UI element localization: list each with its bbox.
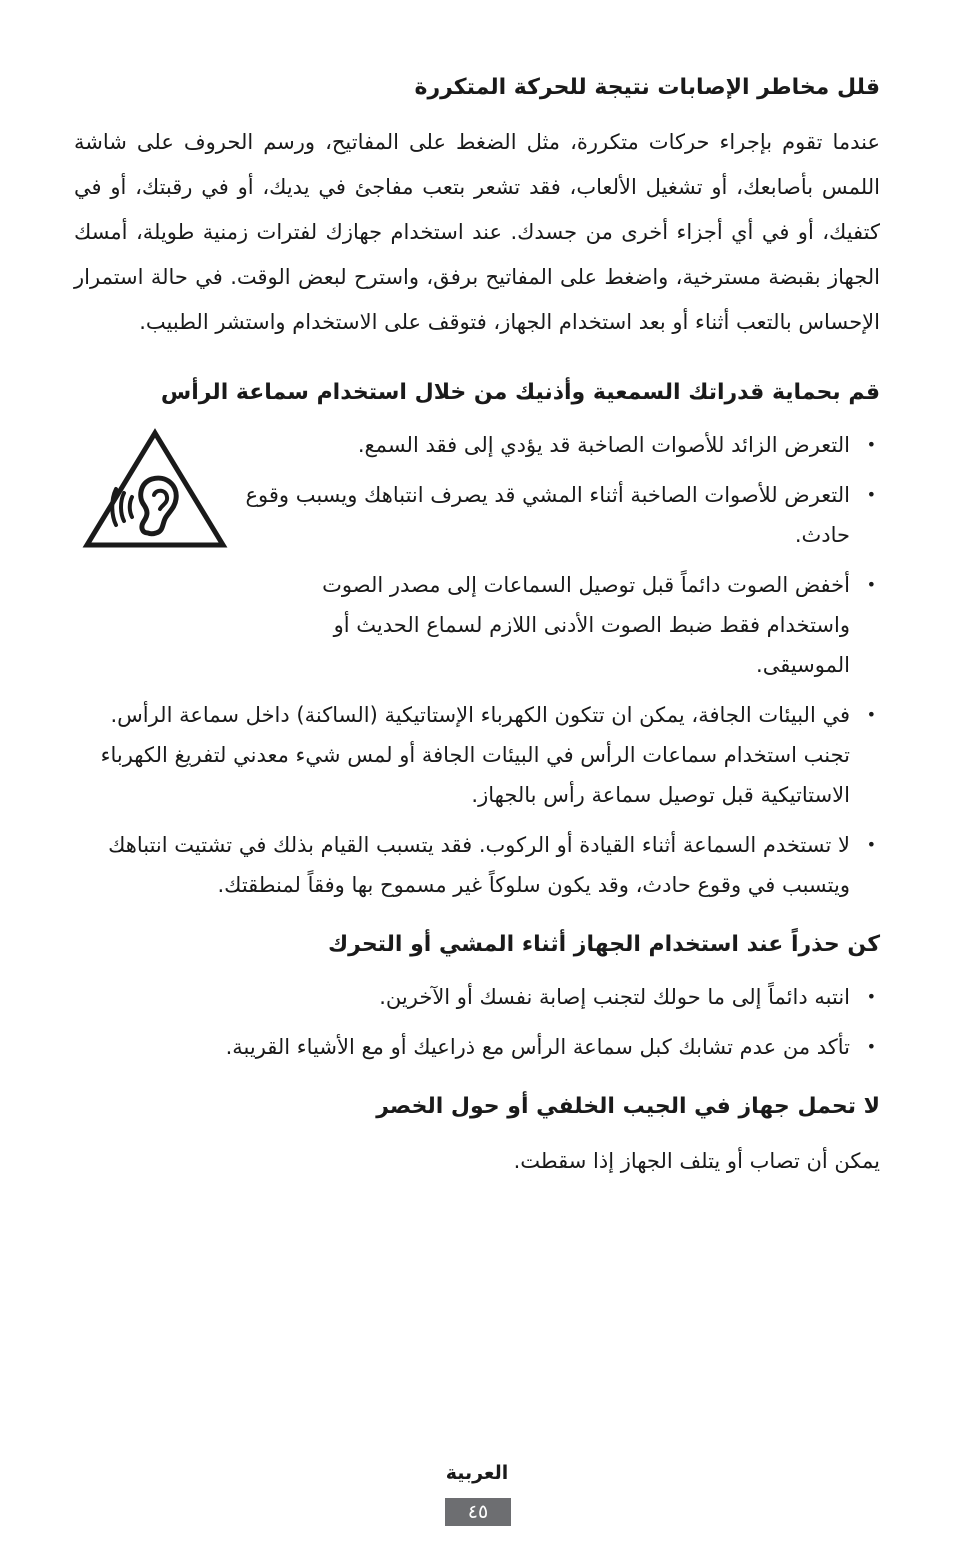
section-repetitive-motion xyxy=(74,70,880,345)
bullet-icon: • xyxy=(866,705,876,724)
list-item: • في البيئات الجافة، يمكن ان تتكون الكهرباء الإستاتيكية (الساكنة) داخل سماعة الرأس. تجنب استخدام سماعات الرأس في البيئات الجافة أو لمس شيء معدني لتفريغ الكهرباء الاستاتيكية قبل توصيل سماعة رأس بالجهاز. xyxy=(74,695,880,815)
bullet-icon: • xyxy=(866,1037,876,1056)
headset-bullet-list xyxy=(74,695,880,905)
bullet-icon: • xyxy=(866,835,876,854)
section-heading: قم بحماية قدراتك السمعية وأذنيك من خلال استخدام سماعة الرأس xyxy=(160,380,880,405)
list-item: • أخفض الصوت دائماً قبل توصيل السماعات إلى مصدر الصوت واستخدام فقط ضبط الصوت الأدنى اللازم لسماع الحديث أو الموسيقى. xyxy=(244,565,880,685)
section-heading: كن حذراً عند استخدام الجهاز أثناء المشي أو التحرك xyxy=(327,932,880,957)
list-item: • تأكد من عدم تشابك كبل سماعة الرأس مع ذراعيك أو مع الأشياء القريبة. xyxy=(74,1027,880,1067)
list-item: • لا تستخدم السماعة أثناء القيادة أو الركوب. فقد يتسبب القيام بذلك في تشتيت انتباهك ويتسبب في وقوع حادث، وقد يكون سلوكاً غير مسموح بها وفقاً لمنطقتك. xyxy=(74,825,880,905)
page-content xyxy=(74,70,880,1206)
hearing-block xyxy=(74,425,880,685)
walking-bullet-list xyxy=(74,977,880,1067)
bullet-icon: • xyxy=(866,575,876,594)
section-heading: قلل مخاطر الإصابات نتيجة للحركة المتكررة xyxy=(414,75,880,100)
section-body: عندما تقوم بإجراء حركات متكررة، مثل الضغط على المفاتيح، ورسم الحروف على شاشة اللمس بأصابعك، أو تشغيل الألعاب، فقد تشعر بتعب مفاجئ في يديك، أو في رقبتك، أو في كتفيك، أو في أي أجزاء أخرى من جسدك. عند استخدام جهازك لفترات زمنية طويلة، أمسك الجهاز بقبضة مسترخية، واضغط على المفاتيح برفق، واسترح لبعض الوقت. في حالة استمرار الإحساس بالتعب أثناء أو بعد استخدام الجهاز، فتوقف على الاستخدام واستشر الطبيب. xyxy=(74,130,880,334)
section-walking xyxy=(74,927,880,1067)
section-pocket xyxy=(74,1089,880,1184)
bullet-icon: • xyxy=(866,987,876,1006)
list-item: • التعرض للأصوات الصاخبة أثناء المشي قد يصرف انتباهك ويسبب وقوع حادث. xyxy=(244,475,880,555)
page-number: ٤٥ xyxy=(445,1498,511,1526)
hearing-warning-icon xyxy=(82,425,228,553)
list-item: • التعرض الزائد للأصوات الصاخبة قد يؤدي إلى فقد السمع. xyxy=(244,425,880,465)
section-heading: لا تحمل جهاز في الجيب الخلفي أو حول الخصر xyxy=(376,1094,880,1119)
section-body: يمكن أن تصاب أو يتلف الجهاز إذا سقطت. xyxy=(513,1149,880,1173)
footer-language-label: العربية xyxy=(445,1462,509,1484)
section-hearing xyxy=(74,375,880,905)
list-item: • انتبه دائماً إلى ما حولك لتجنب إصابة نفسك أو الآخرين. xyxy=(74,977,880,1017)
bullet-icon: • xyxy=(866,485,876,504)
bullet-icon: • xyxy=(866,435,876,454)
